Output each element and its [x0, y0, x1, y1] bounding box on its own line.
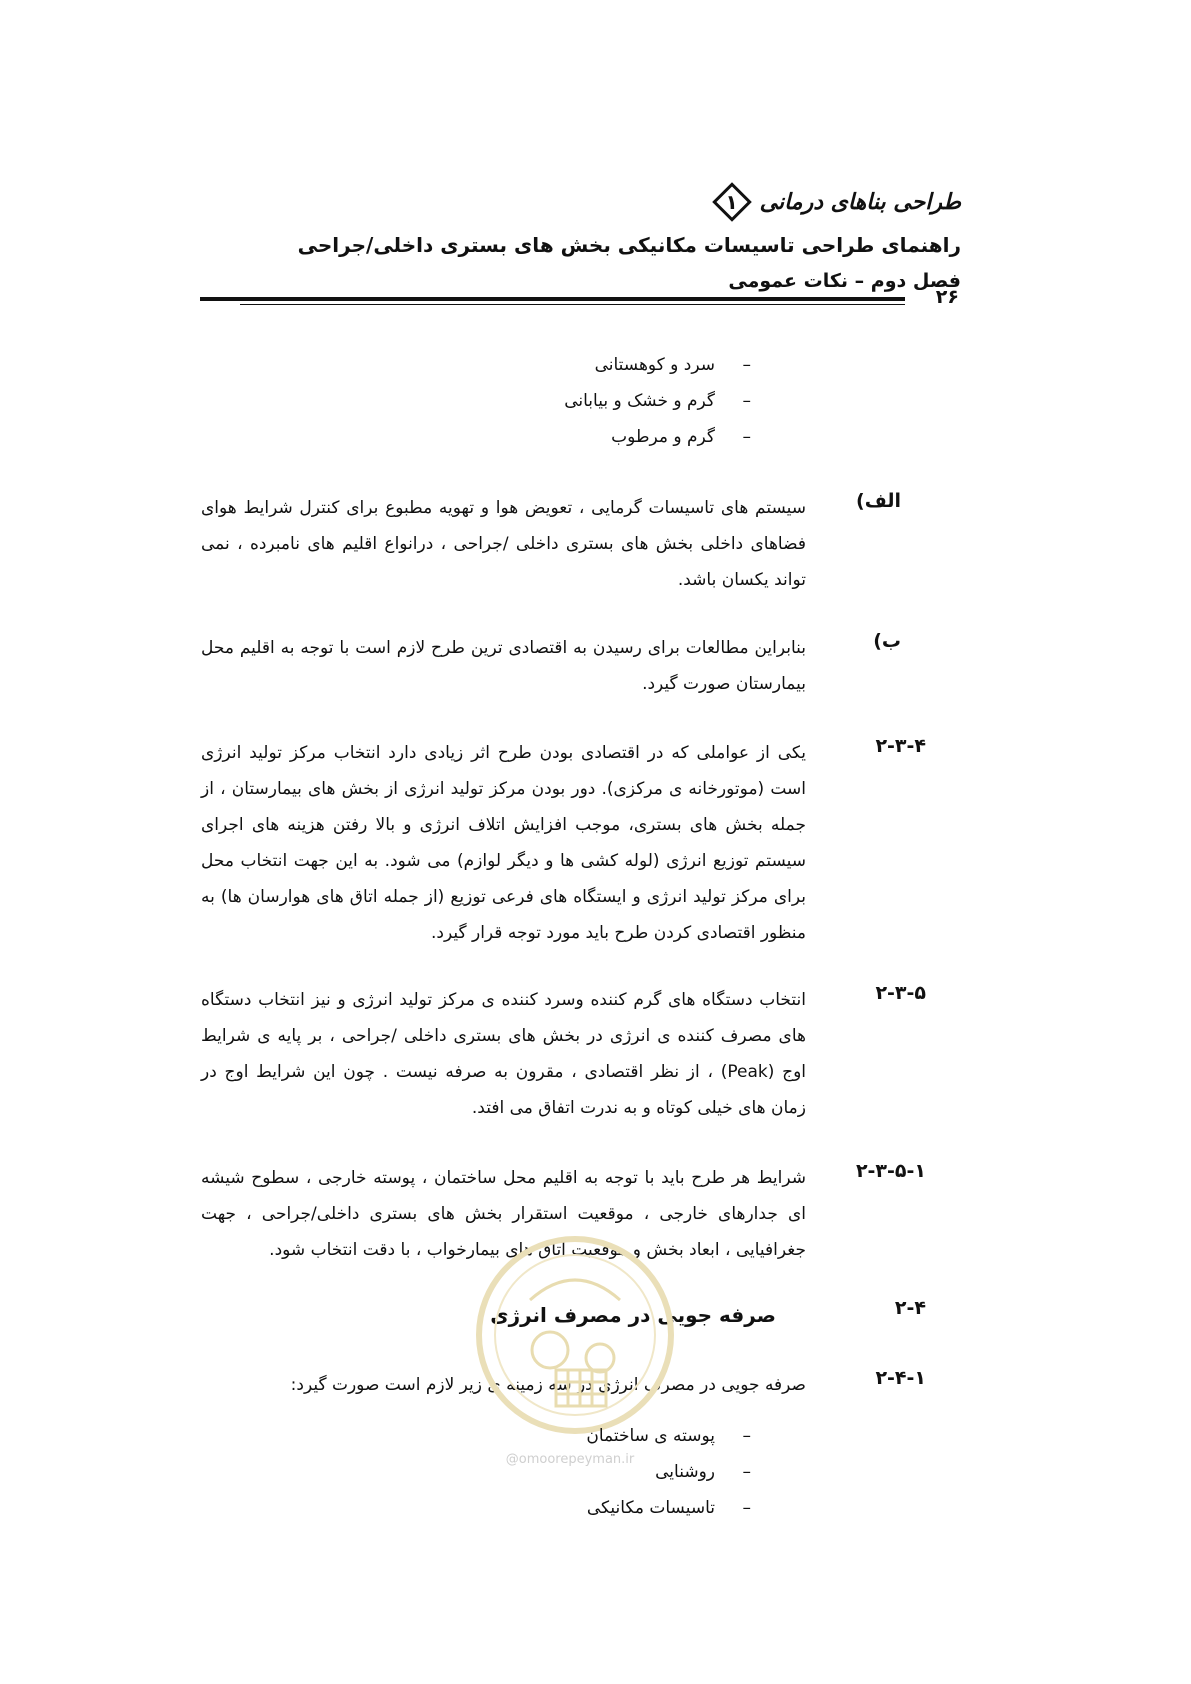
- dash-bullet: –: [742, 427, 751, 447]
- series-number: ۱: [725, 190, 738, 214]
- clause-label: الف): [856, 490, 901, 512]
- series-number-badge: [710, 180, 754, 224]
- series-title: طراحی بناهای درمانی: [759, 189, 961, 215]
- clause-label: ۲-۴-۱: [875, 1367, 926, 1389]
- clause-label: ۲-۳-۵: [875, 982, 926, 1004]
- section-title: صرفه جویی در مصرف انرژی: [490, 1303, 776, 1327]
- clause-text: بنابراین مطالعات برای رسیدن به اقتصادی ترین طرح لازم است با توجه به اقلیم محل بیمارستان صورت گیرد.: [201, 638, 806, 694]
- list-item-text: تاسیسات مکانیکی: [586, 1498, 715, 1518]
- page-number: ۲۶: [935, 286, 959, 308]
- chapter-title: نکات عمومی: [728, 270, 849, 292]
- list-item: [586, 1418, 751, 1454]
- clause-b: [201, 630, 901, 710]
- clause-text: شرایط هر طرح باید با توجه به اقلیم محل ساختمان ، پوسته خارجی ، سطوح شیشه ای جدارهای خارجی ، موقعیت استقرار بخش های بستری داخلی/جراحی ، جهت جغرافیایی ، ابعاد بخش و موقعیت اتاق های بیمارخواب ، با دقت انتخاب شود.: [201, 1168, 806, 1260]
- list-item-text: سرد و کوهستانی: [594, 355, 715, 375]
- page-header: [201, 178, 961, 296]
- dash-bullet: –: [742, 391, 751, 411]
- clause-a: [201, 490, 901, 610]
- clause-label: ۲-۳-۴: [875, 735, 926, 757]
- clause-text: انتخاب دستگاه های گرم کننده وسرد کننده ی مرکز تولید انرژی و نیز انتخاب دستگاه های مصرف کننده ی انرژی در بخش های بستری داخلی /جراحی ، بر پایه ی شرایط اوج (Peak) ، از نظر اقتصادی ، مقرون به صرفه نیست . چون این شرایط اوج در زمان های خیلی کوتاه و به ندرت اتفاق می افتد.: [201, 990, 806, 1118]
- clause-2-3-5: [201, 982, 926, 1142]
- series-line: [201, 178, 961, 226]
- header-rule-thin: [240, 304, 905, 305]
- list-item-text: پوسته ی ساختمان: [586, 1426, 715, 1446]
- list-item: [564, 347, 751, 383]
- list-item-text: روشنایی: [655, 1462, 715, 1482]
- chapter-separator: –: [854, 270, 865, 292]
- clause-2-3-4: [201, 735, 926, 995]
- header-rule: [200, 297, 905, 305]
- energy-list: [586, 1418, 751, 1526]
- header-rule-thick: [200, 297, 905, 301]
- list-item: [564, 383, 751, 419]
- clause-label: ۲-۳-۵-۱: [855, 1160, 926, 1182]
- section-number: ۲-۴: [894, 1297, 926, 1319]
- clause-text: یکی از عواملی که در اقتصادی بودن طرح اثر زیادی دارد انتخاب مرکز تولید انرژی است (موتورخانه ی مرکزی). دور بودن مرکز تولید انرژی از بخش های بیمارستان ، از جمله بخش های بستری، موجب افزایش اتلاف انرژی و بالا رفتن هزینه های اجرای سیستم توزیع انرژی (لوله کشی ها و دیگر لوازم) می شود. به این جهت انتخاب محل برای مرکز تولید انرژی و ایستگاه های فرعی توزیع (از جمله اتاق های هوارسان ها) به منظور اقتصادی کردن طرح باید مورد توجه قرار گیرد.: [201, 743, 806, 943]
- watermark-site: @omoorepeyman.ir: [505, 1452, 635, 1467]
- list-item-text: گرم و خشک و بیابانی: [564, 391, 715, 411]
- clause-text: صرفه جویی در مصرف انرژی در سه زمینه ی زیر لازم است صورت گیرد:: [290, 1375, 806, 1395]
- dash-bullet: –: [742, 1426, 751, 1446]
- list-item: [564, 419, 751, 455]
- chapter-label: فصل دوم: [870, 270, 961, 292]
- dash-bullet: –: [742, 1498, 751, 1518]
- list-item-text: گرم و مرطوب: [611, 427, 715, 447]
- dash-bullet: –: [742, 1462, 751, 1482]
- dash-bullet: –: [742, 355, 751, 375]
- list-item: [586, 1490, 751, 1526]
- clause-label: ب): [873, 630, 901, 652]
- clause-text: سیستم های تاسیسات گرمایی ، تعویض هوا و تهویه مطبوع برای کنترل شرایط هوای فضاهای داخلی بخش های بستری داخلی /جراحی ، درانواع اقلیم های نامبرده ، نمی تواند یکسان باشد.: [201, 498, 806, 590]
- chapter-line: [201, 266, 961, 296]
- seal-watermark: [470, 1230, 680, 1440]
- climate-list: [564, 347, 751, 455]
- guide-title: راهنمای طراحی تاسیسات مکانیکی بخش های بستری داخلی/جراحی: [297, 233, 961, 257]
